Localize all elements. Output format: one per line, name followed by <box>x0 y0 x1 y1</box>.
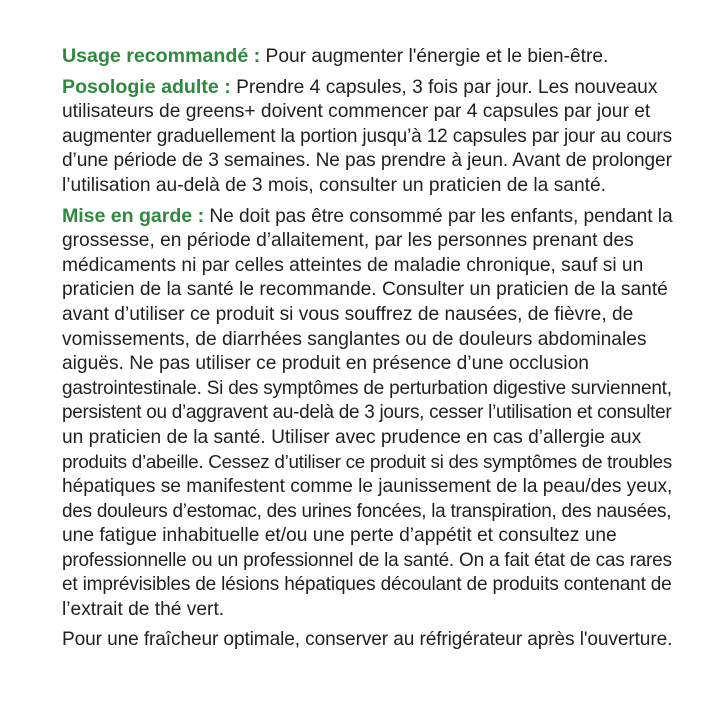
usage-line <box>62 44 672 70</box>
dosage-section <box>62 75 672 199</box>
warning-line: hépatiques se manifestent comme le jaunissement de la peau/des yeux, <box>62 476 673 498</box>
warning-line: médicaments ni par celles atteintes de maladie chronique, sauf si un <box>62 254 644 276</box>
dosage-line: utilisateurs de greens+ doivent commencer par 4 capsules par jour et <box>62 101 651 123</box>
warning-line: persistent ou d’aggravent au-delà de 3 jours, cesser l’utilisation et consulter <box>62 402 672 424</box>
usage-text: Pour augmenter l'énergie et le bien-être. <box>265 46 609 67</box>
warning-line: gastrointestinale. Si des symptômes de perturbation digestive surviennent, <box>62 377 672 399</box>
storage-section <box>62 628 672 653</box>
warning-line: et imprévisibles de lésions hépatiques découlant de produits contenant de <box>62 574 672 596</box>
dosage-first-text: Prendre 4 capsules, 3 fois par jour. Les nouveaux <box>236 76 658 98</box>
warning-line: produits d’abeille. Cessez d’utiliser ce produit si des symptômes de troubles <box>62 451 672 473</box>
warning-line: professionnelle ou un professionnel de la santé. On a fait état de cas rares <box>62 549 672 571</box>
warning-first-line <box>62 204 672 230</box>
dosage-first-line <box>62 75 672 101</box>
warning-first-text: Ne doit pas être consommé par les enfants, pendant la <box>209 205 673 227</box>
warning-line: grossesse, en période d’allaitement, par les personnes prenant des <box>62 230 634 252</box>
product-label-text <box>62 44 672 657</box>
warning-line: aiguës. Ne pas utiliser ce produit en présence d’une occlusion <box>62 353 589 375</box>
warning-line: un praticien de la santé. Utiliser avec prudence en cas d’allergie aux <box>62 426 642 448</box>
usage-heading: Usage recommandé : <box>62 45 261 67</box>
dosage-heading: Posologie adulte : <box>62 75 231 98</box>
warning-line: vomissements, de diarrhées sanglantes ou de douleurs abdominales <box>62 328 647 350</box>
warning-line: l’extrait de thé vert. <box>62 599 225 621</box>
usage-section <box>62 44 672 70</box>
storage-text: Pour une fraîcheur optimale, conserver au réfrigérateur après l'ouverture. <box>62 628 673 650</box>
dosage-line: l’utilisation au-delà de 3 mois, consulter un praticien de la santé. <box>62 174 606 196</box>
warning-section <box>62 204 672 623</box>
warning-line: praticien de la santé le recommande. Consulter un praticien de la santé <box>62 279 668 301</box>
dosage-line: d’une période de 3 semaines. Ne pas prendre à jeun. Avant de prolonger <box>62 150 672 172</box>
warning-heading: Mise en garde : <box>62 204 205 227</box>
dosage-line: augmenter graduellement la portion jusqu’à 12 capsules par jour au cours <box>62 125 672 147</box>
warning-line: des douleurs d’estomac, des urines foncées, la transpiration, des nausées, <box>62 500 672 522</box>
warning-line: une fatigue inhabituelle et/ou une perte d’appétit et consultez une <box>62 525 617 547</box>
warning-line: avant d’utiliser ce produit si vous souffrez de nausées, de fièvre, de <box>62 303 634 325</box>
